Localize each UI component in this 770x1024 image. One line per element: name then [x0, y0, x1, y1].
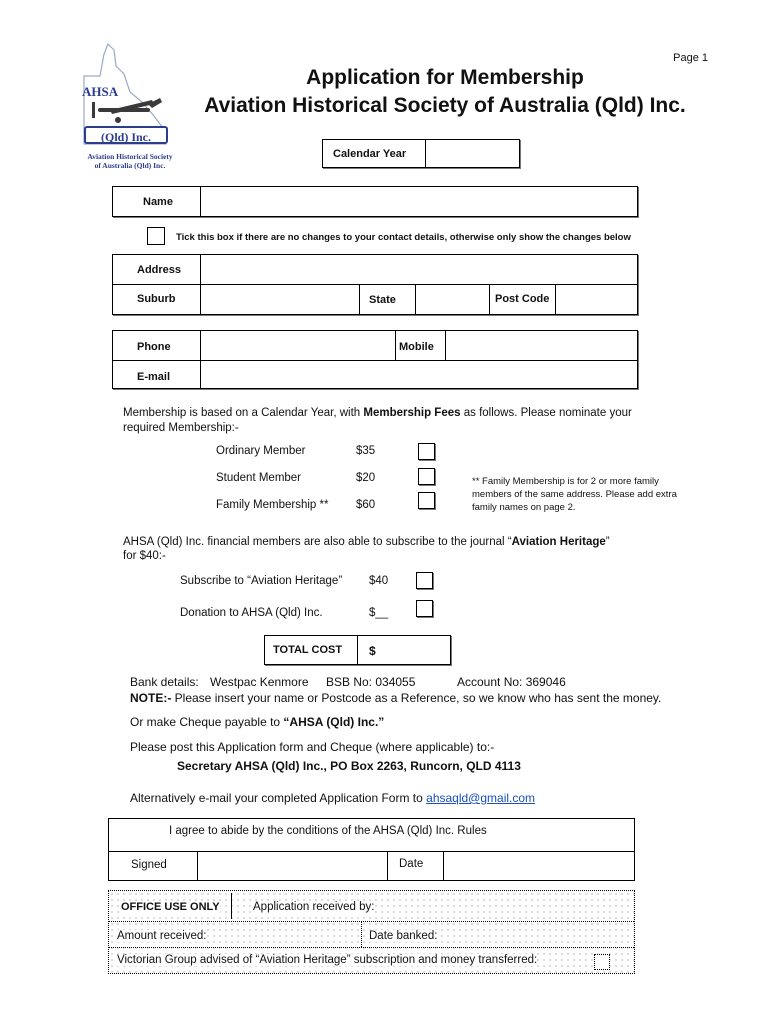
mobile-input[interactable]: [449, 333, 633, 358]
agreement-box: [108, 818, 635, 881]
logo-badge-text: (Qld) Inc.: [100, 130, 151, 144]
date-label: Date: [399, 858, 424, 870]
agreement-text: I agree to abide by the conditions of the AHSA (Qld) Inc. Rules: [169, 825, 487, 837]
mobile-label: Mobile: [399, 341, 434, 353]
date-field[interactable]: [445, 853, 631, 878]
student-member-checkbox[interactable]: [418, 468, 435, 485]
subscribe-label: Subscribe to “Aviation Heritage”: [180, 575, 343, 587]
phone-input[interactable]: [203, 333, 393, 358]
student-member-price: $20: [356, 472, 376, 484]
post-address: Secretary AHSA (Qld) Inc., PO Box 2263, Runcorn, QLD 4113: [177, 759, 521, 773]
membership-intro: Membership is based on a Calendar Year, with Membership Fees as follows. Please nominate your: [123, 407, 632, 419]
page-subtitle: Aviation Historical Society of Australia (Qld) Inc.: [204, 94, 686, 117]
total-cost-label: TOTAL COST: [273, 644, 343, 656]
address-input[interactable]: [203, 257, 633, 282]
total-cost-value[interactable]: $: [369, 644, 376, 658]
logo-caption-2: of Australia (Qld) Inc.: [94, 161, 166, 170]
calendar-year-input[interactable]: [427, 142, 517, 165]
signature-field[interactable]: [199, 853, 385, 878]
date-banked-label: Date banked:: [369, 930, 438, 942]
ordinary-member-price: $35: [356, 445, 376, 457]
suburb-input[interactable]: [203, 287, 357, 312]
subscribe-price: $40: [369, 575, 389, 587]
subscribe-checkbox[interactable]: [416, 572, 433, 589]
victorian-group-checkbox[interactable]: [594, 954, 610, 970]
postcode-label: Post Code: [495, 293, 550, 305]
signed-label: Signed: [131, 859, 167, 871]
suburb-label: Suburb: [137, 293, 176, 305]
logo-caption-1: Aviation Historical Society: [87, 152, 173, 161]
logo-badge: [84, 126, 168, 144]
office-use-heading: OFFICE USE ONLY: [121, 901, 220, 913]
ordinary-member-checkbox[interactable]: [418, 443, 435, 460]
state-label: State: [369, 294, 396, 306]
bank-label: Bank details:: [130, 675, 199, 689]
account-number: Account No: 369046: [457, 675, 566, 689]
logo-ahsa-text: AHSA: [82, 84, 119, 99]
email-link[interactable]: ahsaqld@gmail.com: [426, 791, 536, 805]
donation-label: Donation to AHSA (Qld) Inc.: [180, 607, 323, 619]
address-box: [112, 254, 638, 315]
phone-label: Phone: [137, 341, 171, 353]
email-input[interactable]: [203, 363, 633, 386]
family-membership-price: $60: [356, 499, 376, 511]
family-membership-label: Family Membership **: [216, 499, 329, 511]
calendar-year-box: [322, 139, 520, 168]
name-box: [112, 186, 638, 217]
membership-intro-line2: required Membership:-: [123, 422, 239, 434]
ordinary-member-label: Ordinary Member: [216, 445, 306, 457]
office-use-heading-box: [111, 893, 232, 919]
donation-checkbox[interactable]: [416, 600, 433, 617]
office-use-box: [108, 890, 635, 974]
state-input[interactable]: [417, 287, 487, 312]
post-text: Please post this Application form and Cheque (where applicable) to:-: [130, 740, 495, 754]
reference-note: NOTE:- Please insert your name or Postcode as a Reference, so we know who has sent the money.: [130, 691, 662, 705]
amount-received-label: Amount received:: [117, 930, 207, 942]
postcode-input[interactable]: [557, 287, 633, 312]
bsb-number: BSB No: 034055: [326, 675, 416, 689]
total-cost-box: [264, 635, 451, 665]
victorian-group-label: Victorian Group advised of “Aviation Heritage” subscription and money transferred:: [117, 954, 538, 966]
cheque-text: Or make Cheque payable to “AHSA (Qld) Inc.”: [130, 715, 385, 729]
received-by-label: Application received by:: [253, 901, 375, 913]
name-label: Name: [143, 196, 173, 208]
contact-box: [112, 330, 638, 389]
no-changes-text: Tick this box if there are no changes to your contact details, otherwise only show the changes below: [176, 232, 631, 243]
journal-text-line2: for $40:-: [123, 550, 166, 562]
student-member-label: Student Member: [216, 472, 302, 484]
donation-amount: $__: [369, 607, 389, 619]
page-title: Application for Membership: [306, 66, 584, 89]
family-note-1: ** Family Membership is for 2 or more family: [472, 476, 659, 487]
bank-name: Westpac Kenmore: [210, 675, 309, 689]
family-membership-checkbox[interactable]: [418, 492, 435, 509]
family-note-3: family names on page 2.: [472, 502, 576, 513]
no-changes-checkbox[interactable]: [147, 227, 165, 245]
email-instruction: Alternatively e-mail your completed Application Form to ahsaqld@gmail.com: [130, 791, 536, 805]
email-label: E-mail: [137, 371, 171, 383]
journal-text: AHSA (Qld) Inc. financial members are also able to subscribe to the journal “Aviation Heritage”: [123, 536, 610, 548]
address-label: Address: [137, 264, 182, 276]
family-note-2: members of the same address. Please add extra: [472, 489, 677, 500]
calendar-year-label: Calendar Year: [333, 148, 407, 160]
name-input[interactable]: [203, 189, 633, 214]
page-number: Page 1: [673, 52, 708, 64]
